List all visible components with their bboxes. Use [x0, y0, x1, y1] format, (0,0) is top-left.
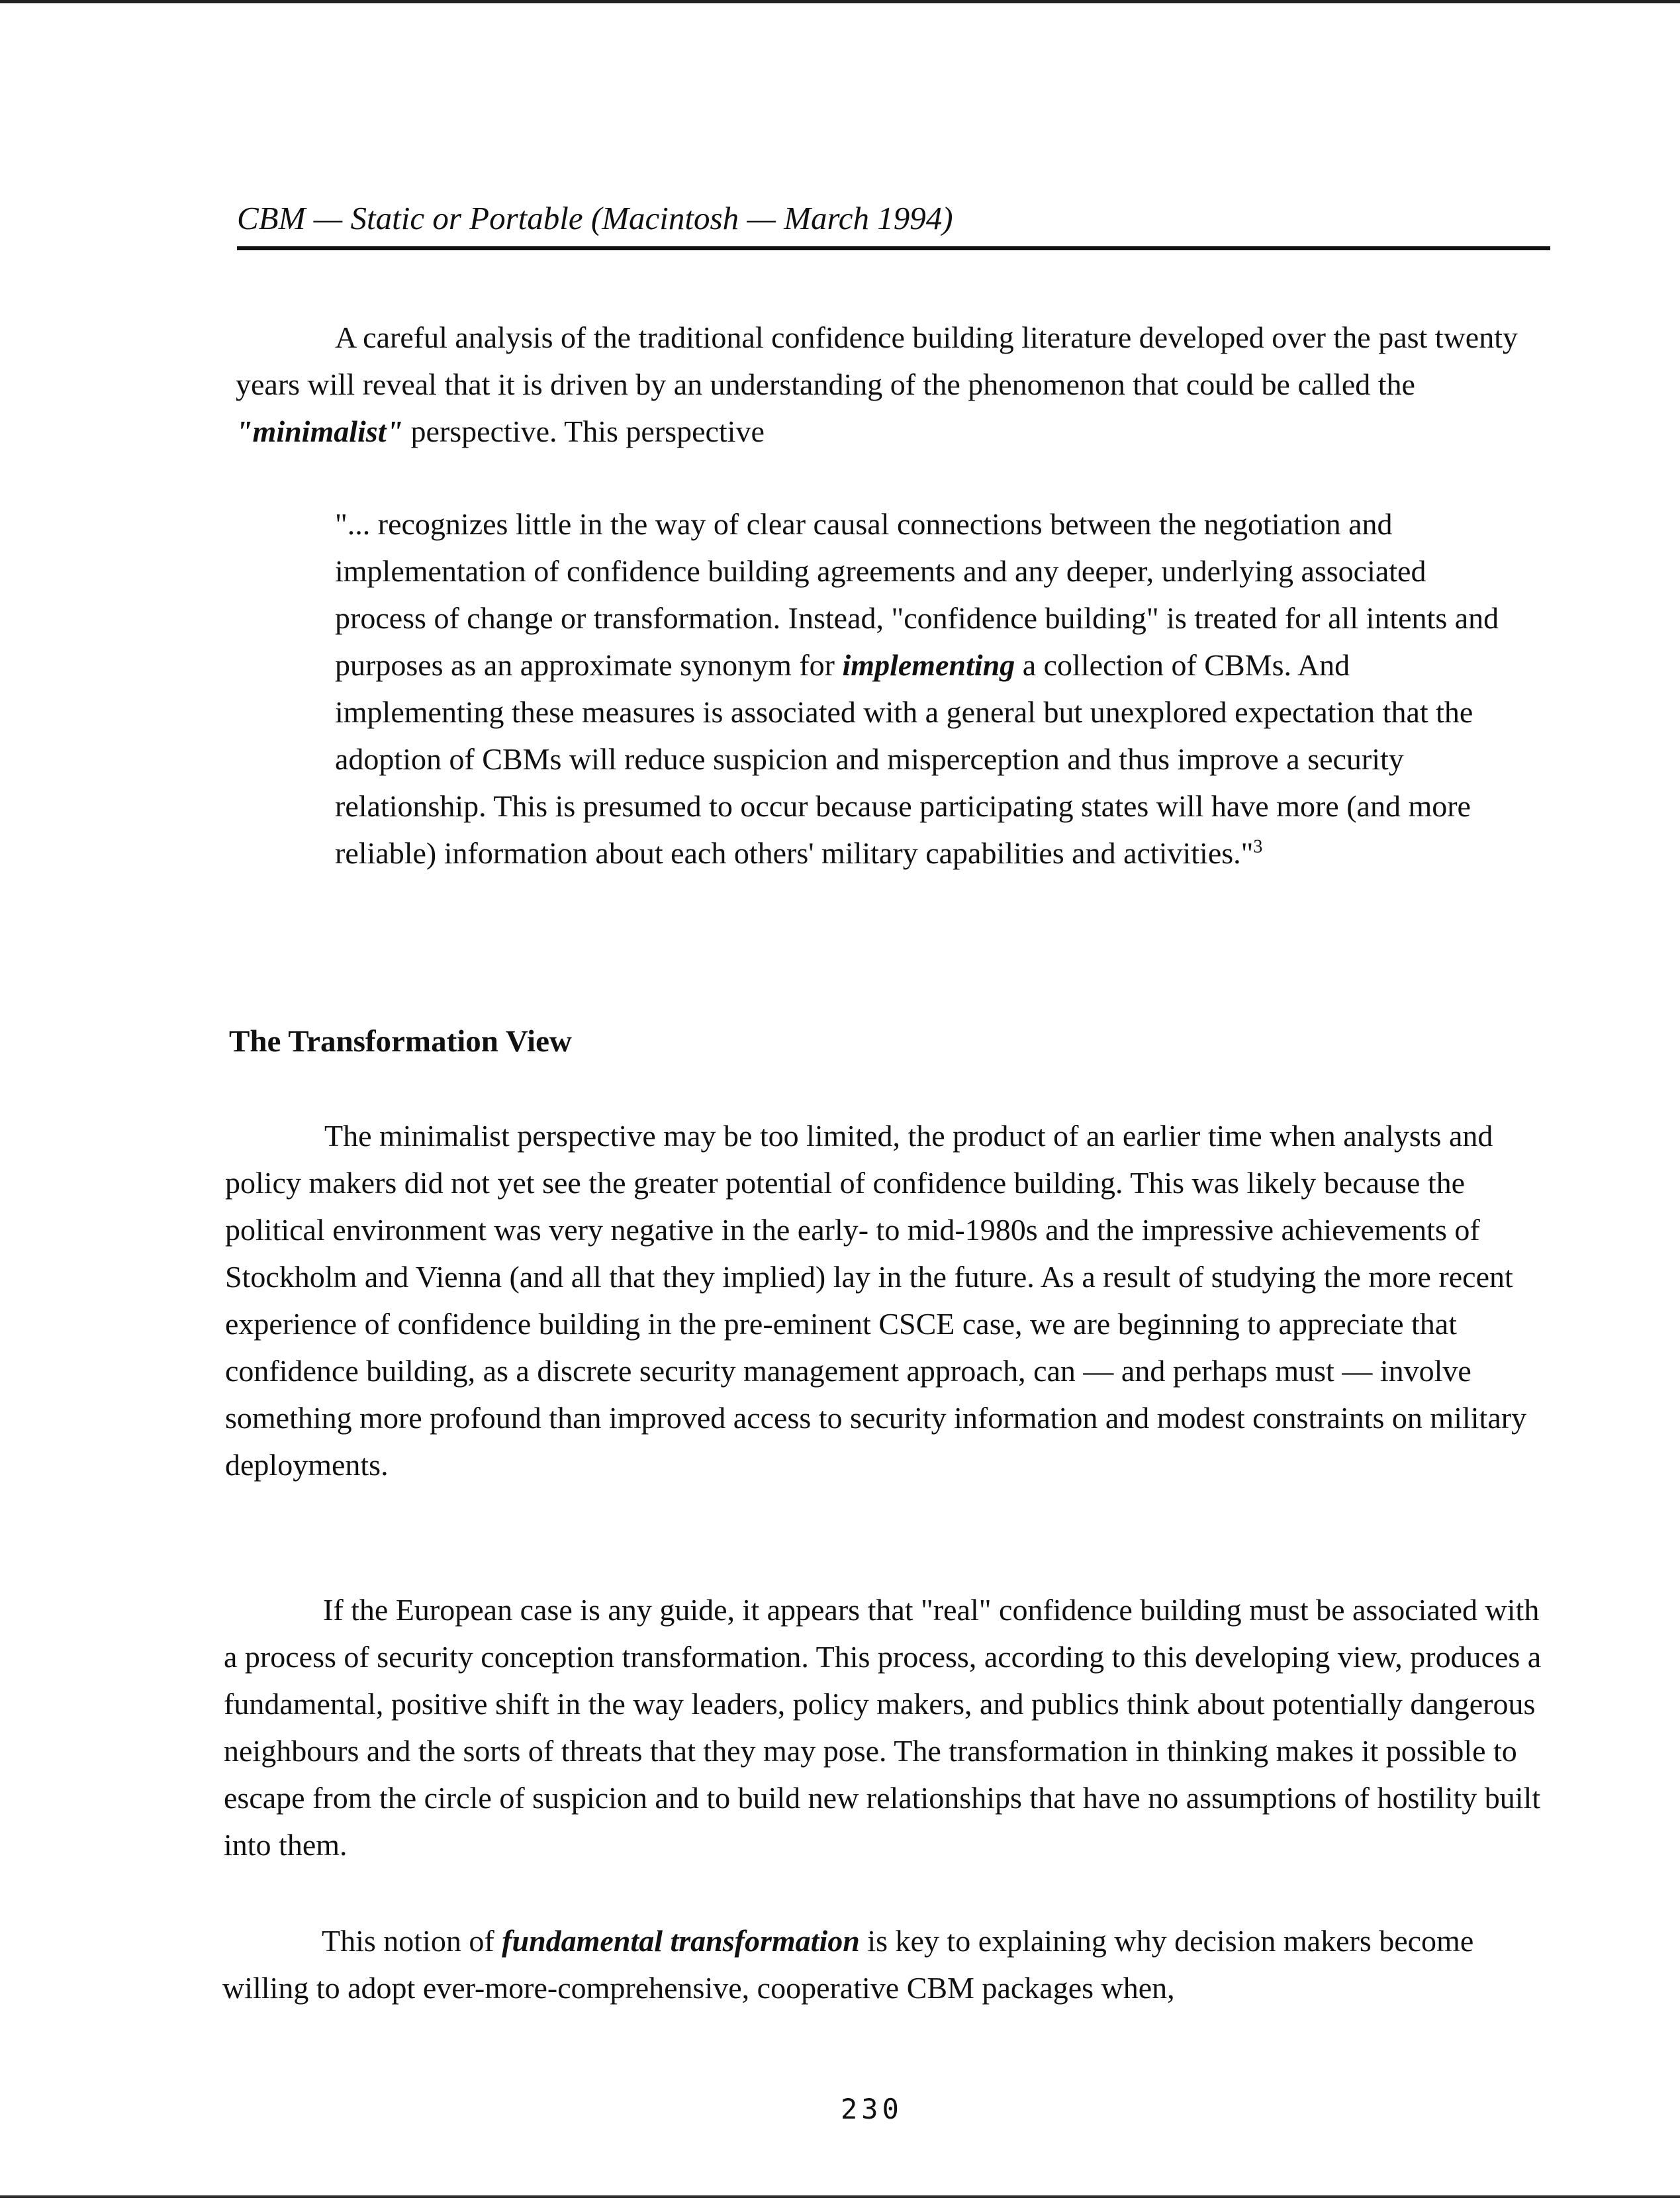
emphasis-implementing: implementing: [842, 648, 1015, 682]
scan-top-edge: [0, 0, 1680, 3]
paragraph-minimalist-limits: The minimalist perspective may be too limited, the product of an earlier time when analysts and policy makers did not yet see the greater potential of confidence building. This was likely because the political environment was very negative in the early- to mid-1980s and the impressive achievements of Stockholm and Vienna (and all that they implied) lay in the future. As a result of studying the more recent experience of confidence building in the pre-eminent CSCE case, we are beginning to appreciate that confidence building, as a discrete security management approach, can — and perhaps must — involve something more profound than improved access to security information and modest constraints on military deployments.: [225, 1119, 1527, 1482]
block-quote-text-end: a collection of CBMs. And implementing these measures is associated with a general but unexplored expectation that the adoption of CBMs will reduce suspicion and misperception and thus improve a security relationship. This is presumed to occur because participating states will have more (and more reliable) information about each others' military capabilities and activities.": [335, 648, 1473, 870]
block-quote: [335, 501, 1513, 877]
scan-bottom-edge: [0, 2195, 1680, 2198]
paragraph-european-case: If the European case is any guide, it appears that "real" confidence building must be associated with a process of security conception transformation. This process, according to this developing view, produces a fundamental, positive shift in the way leaders, policy makers, and publics think about potentially dangerous neighbours and the sorts of threats that they may pose. The transformation in thinking makes it possible to escape from the circle of suspicion and to build new relationships that have no assumptions of hostility built into them.: [224, 1593, 1542, 1862]
paragraph-intro-text: A careful analysis of the traditional confidence building literature developed over the past twenty years will reveal that it is driven by an understanding of the phenomenon that could be called the: [236, 320, 1518, 401]
paragraph-fundamental-transformation-text-end: is key to explaining why decision makers become willing to adopt ever-more-comprehensive, cooperative CBM packages when,: [222, 1924, 1474, 2005]
block-quote-text: "... recognizes little in the way of clear causal connections between the negotiation and implementation of confidence building agreements and any deeper, underlying associated process of change or transformation. Instead, "confidence building" is treated for all intents and purposes as an approximate synonym for: [335, 507, 1499, 682]
paragraph-fundamental-transformation: [222, 1917, 1553, 2011]
paragraph-fundamental-transformation-text: This notion of: [322, 1924, 502, 1958]
paragraph-intro-text-end: perspective. This perspective: [403, 414, 765, 448]
emphasis-minimalist: "minimalist": [236, 414, 404, 448]
paragraph-intro: [236, 314, 1553, 455]
emphasis-fundamental-transformation: fundamental transformation: [502, 1924, 860, 1958]
footnote-marker: 3: [1253, 836, 1263, 857]
section-heading: The Transformation View: [229, 1024, 572, 1059]
page-number: 230: [841, 2093, 903, 2125]
header-rule: [237, 246, 1550, 250]
running-header: CBM — Static or Portable (Macintosh — March 1994): [237, 200, 953, 236]
